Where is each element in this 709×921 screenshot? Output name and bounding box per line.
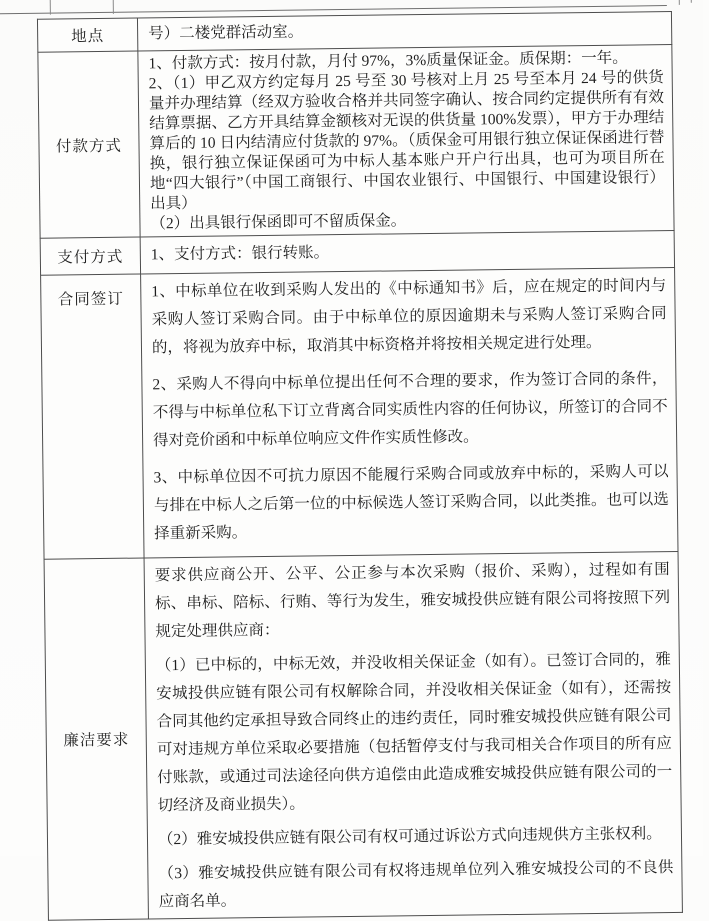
paragraph: （2）出具银行保函即可不留质保金。 <box>150 212 407 233</box>
paragraph: 2、（1）甲乙双方约定每月 25 号至 30 号核对上月 25 号至本月 24 号的供货量并办理结算（经双方验收合格并共同签字确认、按合同约定提供所有有效结算票据、乙方开具结算金额核对无误的供货量 100%发票），甲方于办理结算后的 10 日内结清应付货款的 97%。（质保金可用银行独立保证保函进行替换，银行独立保证保函可为中标人基本账户开户行出具，也可为项目所在地“四大银行”（中国工商银行、中国农业银行、中国银行、中国建设银行）出具） <box>148 69 666 213</box>
row-content-contract-signing <box>141 267 678 558</box>
paragraph: 号）二楼党群活动室。 <box>148 23 304 43</box>
paragraph: 2、采购人不得向中标单位提出任何不合理的要求，作为签订合同的条件，不得与中标单位私下订立背离合同实质性内容的任何协议，所签订的合同不得对竞价函和中标单位响应文件作实质性修改。 <box>152 370 668 450</box>
row-content-payment-terms <box>138 45 674 238</box>
paragraph: 1、中标单位在收到采购人发出的《中标通知书》后，应在规定的时间内与采购人签订采购合同。由于中标单位的原因逾期未与采购人签订采购合同的，将视为放弃中标，取消其中标资格并将按相关规定进行处理。 <box>151 277 667 357</box>
row-label-payment-terms: 付款方式 <box>38 51 140 238</box>
contract-terms-table <box>37 11 683 921</box>
table-row-payment-terms <box>38 45 674 239</box>
paragraph: （1）已中标的，中标无效，并没收相关保证金（如有）。已签订合同的，雅安城投供应链有限公司有权解除合同，并没收相关保证金（如有），还需按合同其他约定承担导致合同终止的违约责任，同时雅安城投供应链有限公司可对违规方单位采取必要措施（包括暂停支付与我司相关合作项目的所有应付账款，或通过司法途径向供方追偿由此造成雅安城投供应链有限公司的一切经济及商业损失）。 <box>155 651 673 815</box>
table-row-contract-signing <box>41 267 678 559</box>
paragraph: 3、中标单位因不可抗力原因不能履行采购合同或放弃中标的，采购人可以与排在中标人之后第一位的中标候选人签订采购合同，以此类推。也可以选择重新采购。 <box>153 463 669 543</box>
paragraph: （3）雅安城投供应链有限公司有权将违规单位列入雅安城投公司的不良供应商名单。 <box>158 859 674 911</box>
table-row-integrity-requirements <box>44 551 682 920</box>
row-label-payment-method: 支付方式 <box>40 237 140 275</box>
scan-artifact-line <box>679 0 680 5</box>
row-label-location: 地点 <box>37 18 137 52</box>
scan-artifact-line <box>50 0 51 15</box>
row-label-contract-signing: 合同签订 <box>41 274 144 559</box>
row-content-integrity-requirements <box>144 551 682 918</box>
paragraph: 1、付款方式：按月付款，月付 97%，3%质量保证金。质保期：一年。 <box>148 49 628 73</box>
row-label-integrity-requirements: 廉洁要求 <box>44 558 148 920</box>
paragraph: （2）雅安城投供应链有限公司有权可通过诉讼方式向违规供方主张权利。 <box>157 825 662 849</box>
paragraph: 1、支付方式：银行转账。 <box>150 244 330 264</box>
scan-artifact-line <box>691 0 692 3</box>
paragraph: 要求供应商公开、公平、公正参与本次采购（报价、采购），过程如有围标、串标、陪标、行贿、等行为发生，雅安城投供应链有限公司将按照下列规定处理供应商： <box>154 561 671 641</box>
scan-artifact-line <box>113 0 114 14</box>
